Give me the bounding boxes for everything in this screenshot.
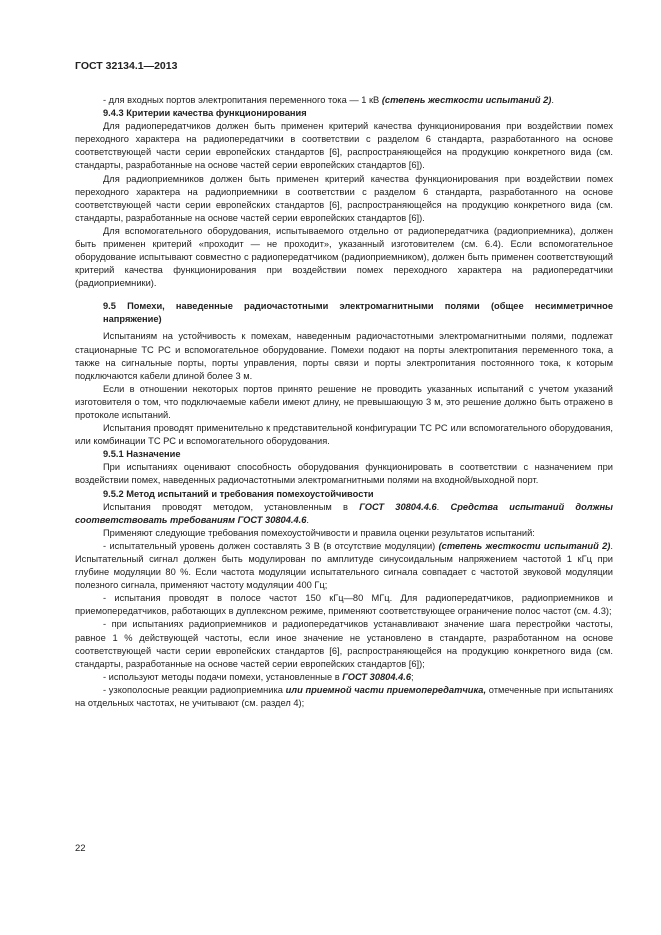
text-run: . <box>436 501 451 512</box>
emphasis-text: или приемной части приемопередатчика, <box>285 684 487 695</box>
list-item <box>75 684 613 710</box>
paragraph <box>75 501 613 527</box>
emphasis-text: (степень жесткости испытаний 2) <box>438 540 611 551</box>
paragraph: Если в отношении некоторых портов принято решение не проводить указанных испытаний с учетом указаний изготовителя о том, что подключаемые кабели имеют длину, не превышающую 3 м, это решение должно быть отражено в протоколе испытаний. <box>75 383 613 420</box>
paragraph: Применяют следующие требования помехоустойчивости и правила оценки результатов испытаний: <box>103 527 535 538</box>
emphasis-text: Средства испытаний должны соответствовать требованиям ГОСТ 30804.4.6 <box>75 501 613 525</box>
text-run: ; <box>411 671 414 682</box>
text-run: - для входных портов электропитания переменного тока — 1 кВ <box>103 95 382 105</box>
section-heading-9-4-3: 9.4.3 Критерии качества функционирования <box>103 108 307 119</box>
text-run: . <box>551 95 554 105</box>
list-item: - при испытаниях радиоприемников и радиопередатчиков устанавливают значение шага перестройки частоты, равное 1 % действующей частоты, если иное значение не установлено в стандарте, разработанном на основе соответствующей части серии европейских стандартов [6], распространяющейся на продукцию конкретного вида (см. стандарты, разработанные на основе частей серии европейских стандартов [6]); <box>75 619 613 669</box>
paragraph: Для радиоприемников должен быть применен критерий качества функционирования при воздействии помех переходного характера на радиоприемники в соответствии с разделом 6 стандарта, разработанного на основе соответствующей части серии европейских стандартов [6], распространяющейся на продукцию конкретного вида (см. стандарты, разработанные на основе частей серии европейских стандартов [6]). <box>75 173 613 223</box>
text-run: - узкополосные реакции радиоприемника <box>103 684 286 695</box>
paragraph: Для вспомогательного оборудования, испытываемого отдельно от радиопередатчика (радиоприемника), должен быть применен критерий «проходит — не проходит», указанный изготовителем (см. 6.4). Если вспомогательное оборудование испытывают совместно с радиопередатчиком (радиоприемником), должен быть применен соответствующий критерий качества функционирования при воздействии помех переходного характера на радиопередатчики (радиоприемники). <box>75 225 613 289</box>
text-run: - используют методы подачи помехи, установленные в <box>103 671 343 682</box>
text-run: - испытательный уровень должен составлять 3 В (в отсутствие модуляции) <box>103 540 439 551</box>
paragraph <box>75 94 613 107</box>
paragraph: Испытания проводят применительно к представительной конфигурации ТС РС или вспомогательного оборудования, или комбинации ТС РС и вспомогательного оборудования. <box>75 423 613 447</box>
text-run: отмеченные при испытаниях на отдельных частотах, не учитывают (см. раздел 4); <box>75 684 614 709</box>
text-run: Испытания проводят методом, установленным в <box>103 501 360 512</box>
section-heading-9-5-1: 9.5.1 Назначение <box>103 449 181 460</box>
list-item <box>75 540 613 592</box>
document-body <box>75 94 613 710</box>
list-item <box>75 671 613 684</box>
standard-reference: ГОСТ 30804.4.6 <box>342 671 412 682</box>
section-heading-9-5-2: 9.5.2 Метод испытаний и требования помехоустойчивости <box>103 488 374 499</box>
text-run: . <box>306 514 309 525</box>
paragraph: Для радиопередатчиков должен быть применен критерий качества функционирования при воздействии помех переходного характера на радиопередатчики в соответствии с разделом 6 стандарта, разработанного на основе соответствующей части серии европейских стандартов [6], распространяющейся на продукцию конкретного вида (см. стандарты, разработанные на основе частей серии европейских стандартов [6]). <box>75 121 613 171</box>
section-heading-9-5: 9.5 Помехи, наведенные радиочастотными электромагнитными полями (общее несимметричное напряжение) <box>103 301 613 325</box>
paragraph: Испытаниям на устойчивость к помехам, наведенным радиочастотными электромагнитными полями, подлежат стационарные ТС РС и вспомогательное оборудование. Помехи подают на порты электропитания переменного тока, а также на сигнальные порты, порты управления, порты связи и порты электропитания постоянного тока, к которым подключаются кабели длиной более 3 м. <box>75 331 613 381</box>
paragraph: При испытаниях оценивают способность оборудования функционировать в соответствии с назначением при воздействии помех, наведенных радиочастотными электромагнитными полями на входной/выходной порт. <box>75 462 613 486</box>
document-header: ГОСТ 32134.1—2013 <box>75 60 178 72</box>
standard-reference: ГОСТ 30804.4.6 <box>359 501 437 512</box>
page-number: 22 <box>75 843 86 854</box>
text-run: . Испытательный сигнал должен быть модулирован по амплитуде синусоидальным напряжением частотой 1 кГц при глубине модуляции 80 %. Если частота модуляции испытательного сигнала совпадает с частотой звуковой модуляции полезного сигнала, применяют частоту модуляции 400 Гц; <box>75 540 613 591</box>
emphasis-text: (степень жесткости испытаний 2) <box>381 95 552 105</box>
list-item: - испытания проводят в полосе частот 150 кГц—80 МГц. Для радиопередатчиков, радиоприемников и приемопередатчиков, работающих в дуплексном режиме, применяют соответствующее ограничение полос частот (см. 4.3); <box>75 593 613 617</box>
